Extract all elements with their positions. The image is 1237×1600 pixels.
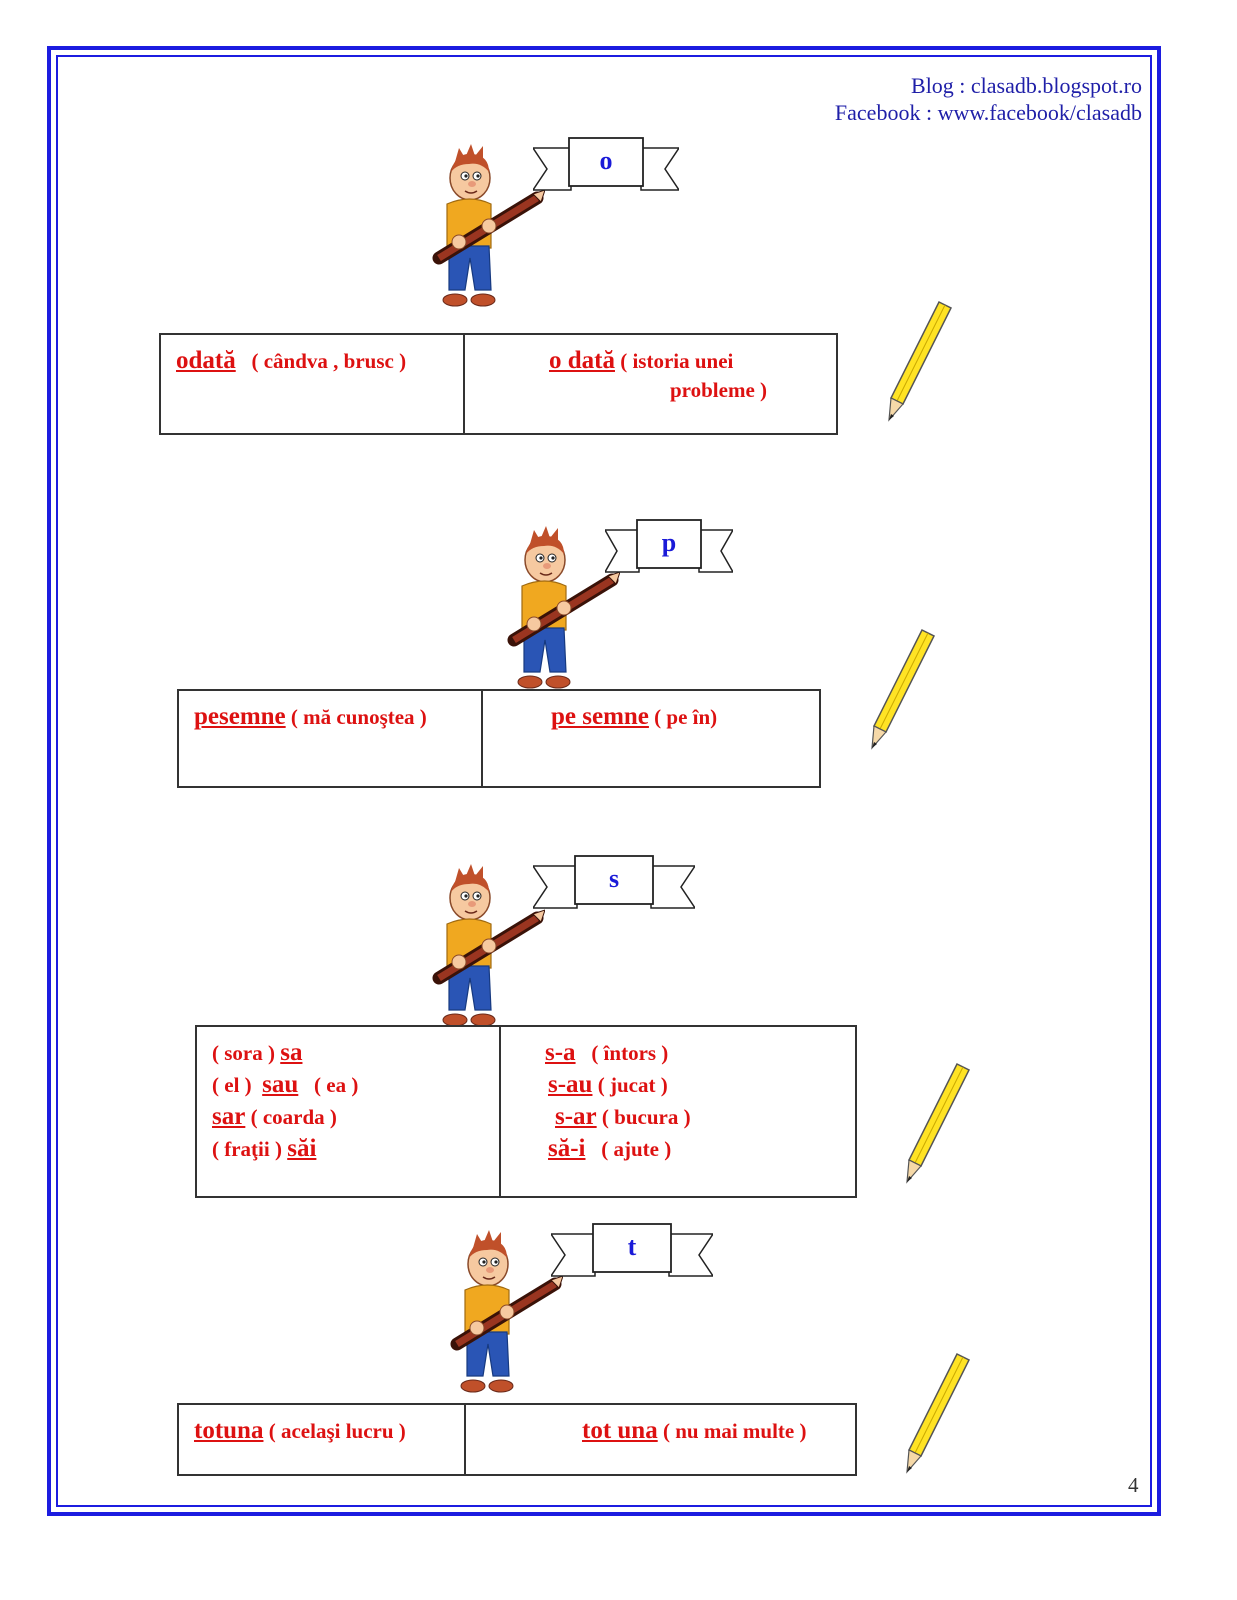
boy-with-pencil-icon bbox=[425, 860, 545, 1040]
boy-with-pencil-icon bbox=[500, 522, 620, 702]
word-s-ar: s-ar bbox=[555, 1103, 597, 1130]
word-o-data: o dată bbox=[549, 347, 615, 374]
word-pair-table-o bbox=[159, 333, 838, 435]
paren-text: ( pe în) bbox=[654, 705, 718, 729]
word-totuna: totuna bbox=[194, 1417, 264, 1444]
word-cell-right bbox=[501, 1027, 855, 1196]
page-header bbox=[835, 72, 1142, 126]
word-odata: odată bbox=[176, 347, 236, 374]
word-cell-left bbox=[179, 691, 483, 786]
paren-text: ( mă cunoştea ) bbox=[290, 705, 427, 729]
word-sar: sar bbox=[212, 1103, 246, 1130]
paren-text: ( acelaşi lucru ) bbox=[268, 1419, 406, 1443]
word-sai: săi bbox=[287, 1135, 317, 1162]
yellow-pencil-icon bbox=[885, 300, 955, 430]
paren-text: ( sora ) bbox=[212, 1041, 275, 1065]
blog-link[interactable]: Blog : clasadb.blogspot.ro bbox=[911, 73, 1142, 98]
paren-text: ( el ) bbox=[212, 1073, 252, 1097]
word-sa-i: să-i bbox=[548, 1135, 586, 1162]
paren-text: ( jucat ) bbox=[597, 1073, 668, 1097]
yellow-pencil-icon bbox=[903, 1062, 973, 1192]
ribbon-banner-icon bbox=[533, 136, 679, 196]
section-letter-s: s bbox=[608, 864, 620, 893]
word-sa: sa bbox=[280, 1039, 303, 1066]
word-line bbox=[545, 1133, 855, 1165]
word-cell-right bbox=[466, 1405, 855, 1474]
paren-text: ( ajute ) bbox=[601, 1137, 672, 1161]
word-s-a: s-a bbox=[545, 1039, 576, 1066]
word-pair-table-s bbox=[195, 1025, 857, 1198]
word-line bbox=[212, 1133, 499, 1165]
paren-text: ( istoria unei bbox=[620, 349, 734, 373]
yellow-pencil-icon bbox=[903, 1352, 973, 1482]
paren-text: ( coarda ) bbox=[250, 1105, 337, 1129]
word-pair-table-t bbox=[177, 1403, 857, 1476]
word-line bbox=[212, 1069, 499, 1101]
section-letter-o: o bbox=[599, 146, 613, 175]
paren-text: probleme ) bbox=[670, 378, 768, 402]
paren-text: ( ea ) bbox=[314, 1073, 359, 1097]
paren-text: ( fraţii ) bbox=[212, 1137, 282, 1161]
paren-text: ( bucura ) bbox=[601, 1105, 691, 1129]
word-cell-left bbox=[161, 335, 465, 433]
yellow-pencil-icon bbox=[868, 628, 938, 758]
section-letter-t: t bbox=[627, 1232, 637, 1261]
ribbon-banner-icon bbox=[551, 1222, 713, 1282]
word-s-au: s-au bbox=[548, 1071, 593, 1098]
paren-text: ( nu mai multe ) bbox=[662, 1419, 807, 1443]
word-pair-table-p bbox=[177, 689, 821, 788]
facebook-link[interactable]: Facebook : www.facebook/clasadb bbox=[834, 100, 1142, 125]
ribbon-banner-icon bbox=[533, 854, 695, 914]
section-letter-p: p bbox=[661, 528, 677, 557]
word-tot-una: tot una bbox=[582, 1417, 658, 1444]
boy-with-pencil-icon bbox=[425, 140, 545, 320]
word-cell-left bbox=[179, 1405, 466, 1474]
word-line bbox=[212, 1101, 499, 1133]
word-sau: sau bbox=[262, 1071, 299, 1098]
boy-with-pencil-icon bbox=[443, 1226, 563, 1406]
ribbon-banner-icon bbox=[605, 518, 733, 578]
word-line bbox=[212, 1037, 499, 1069]
word-pesemne: pesemne bbox=[194, 703, 286, 730]
paren-text: ( întors ) bbox=[591, 1041, 669, 1065]
paren-text: ( cândva , brusc ) bbox=[251, 349, 407, 373]
word-line bbox=[545, 1037, 855, 1069]
word-cell-left bbox=[197, 1027, 501, 1196]
word-cell-right bbox=[483, 691, 819, 786]
page-number: 4 bbox=[1128, 1473, 1139, 1497]
word-cell-right bbox=[465, 335, 836, 433]
word-pe-semne: pe semne bbox=[551, 703, 649, 730]
word-line bbox=[545, 1069, 855, 1101]
word-line bbox=[545, 1101, 855, 1133]
